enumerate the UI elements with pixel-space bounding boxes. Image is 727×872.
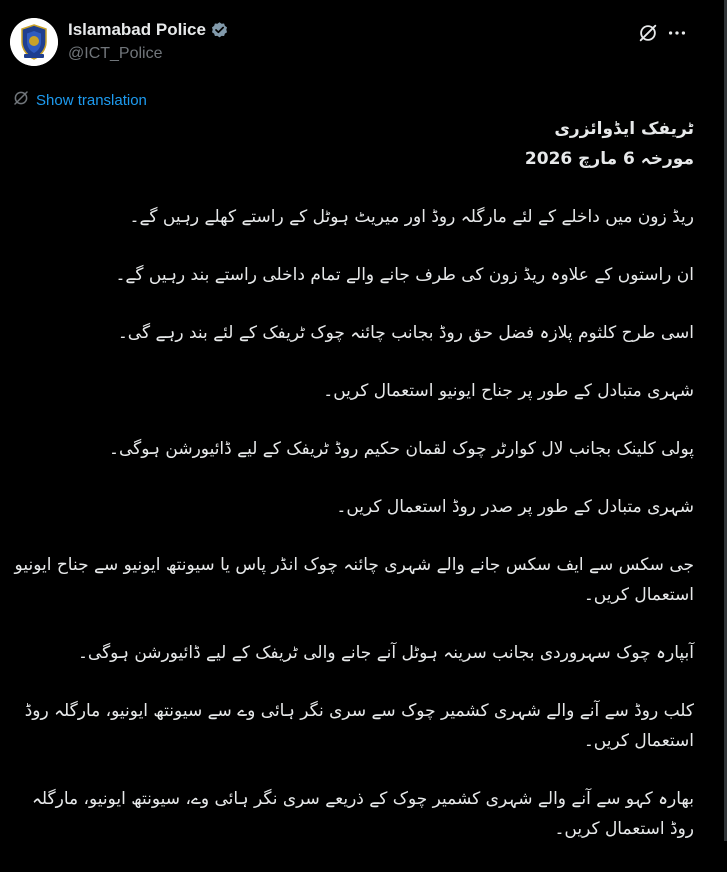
translate-icon (12, 89, 30, 112)
display-name[interactable]: Islamabad Police (68, 20, 206, 39)
name-row (68, 20, 229, 40)
post-title: ٹریفک ایڈوائزری (554, 119, 694, 139)
grok-icon[interactable] (637, 22, 659, 44)
paragraph: کلب روڈ سے آنے والے شہری کشمیر چوک سے سری نگر ہائی وے سے سیونتھ ایونیو، مارگلہ روڈ استعمال کریں۔ (24, 701, 694, 751)
verified-badge-icon[interactable] (210, 21, 229, 40)
account-handle[interactable]: @ICT_Police (68, 45, 163, 62)
paragraph: بھارہ کہو سے آنے والے شہری کشمیر چوک کے ذریعے سری نگر ہائی وے، سیونتھ ایونیو، مارگلہ روڈ استعمال کریں۔ (31, 789, 694, 839)
more-options-icon[interactable] (666, 22, 688, 44)
post-heading (14, 114, 694, 174)
show-translation-link[interactable] (12, 89, 147, 112)
post-date: مورخہ 6 مارچ 2026 (524, 149, 694, 169)
paragraph: اسی طرح کلثوم پلازہ فضل حق روڈ بجانب چائنہ چوک ٹریفک کے لئے بند رہے گی۔ (117, 323, 694, 343)
police-crest-icon[interactable] (10, 18, 58, 66)
paragraph: شہری متبادل کے طور پر صدر روڈ استعمال کریں۔ (336, 497, 694, 517)
show-translation-label: Show translation (36, 92, 147, 109)
post-header (10, 14, 710, 74)
paragraph: جی سکس سے ایف سکس جانے والے شہری چائنہ چوک انڈر پاس یا سیونتھ ایونیو سے جناح ایونیو استعمال کریں۔ (14, 555, 694, 605)
paragraph: ریڈ زون میں داخلے کے لئے مارگلہ روڈ اور میریٹ ہوٹل کے راستے کھلے رہیں گے۔ (129, 207, 694, 227)
paragraph: شہری متبادل کے طور پر جناح ایونیو استعمال کریں۔ (323, 381, 694, 401)
paragraph: آبپارہ چوک سہروردی بجانب سرینہ ہوٹل آنے جانے والی ٹریفک کے لیے ڈائیورشن ہوگی۔ (77, 643, 694, 663)
post-text (14, 114, 694, 872)
paragraph: ان راستوں کے علاوہ ریڈ زون کی طرف جانے والے تمام داخلی راستے بند رہیں گے۔ (115, 265, 694, 285)
paragraph: پولی کلینک بجانب لال کوارٹر چوک لقمان حکیم روڈ ٹریفک کے لیے ڈائیورشن ہوگی۔ (109, 439, 694, 459)
